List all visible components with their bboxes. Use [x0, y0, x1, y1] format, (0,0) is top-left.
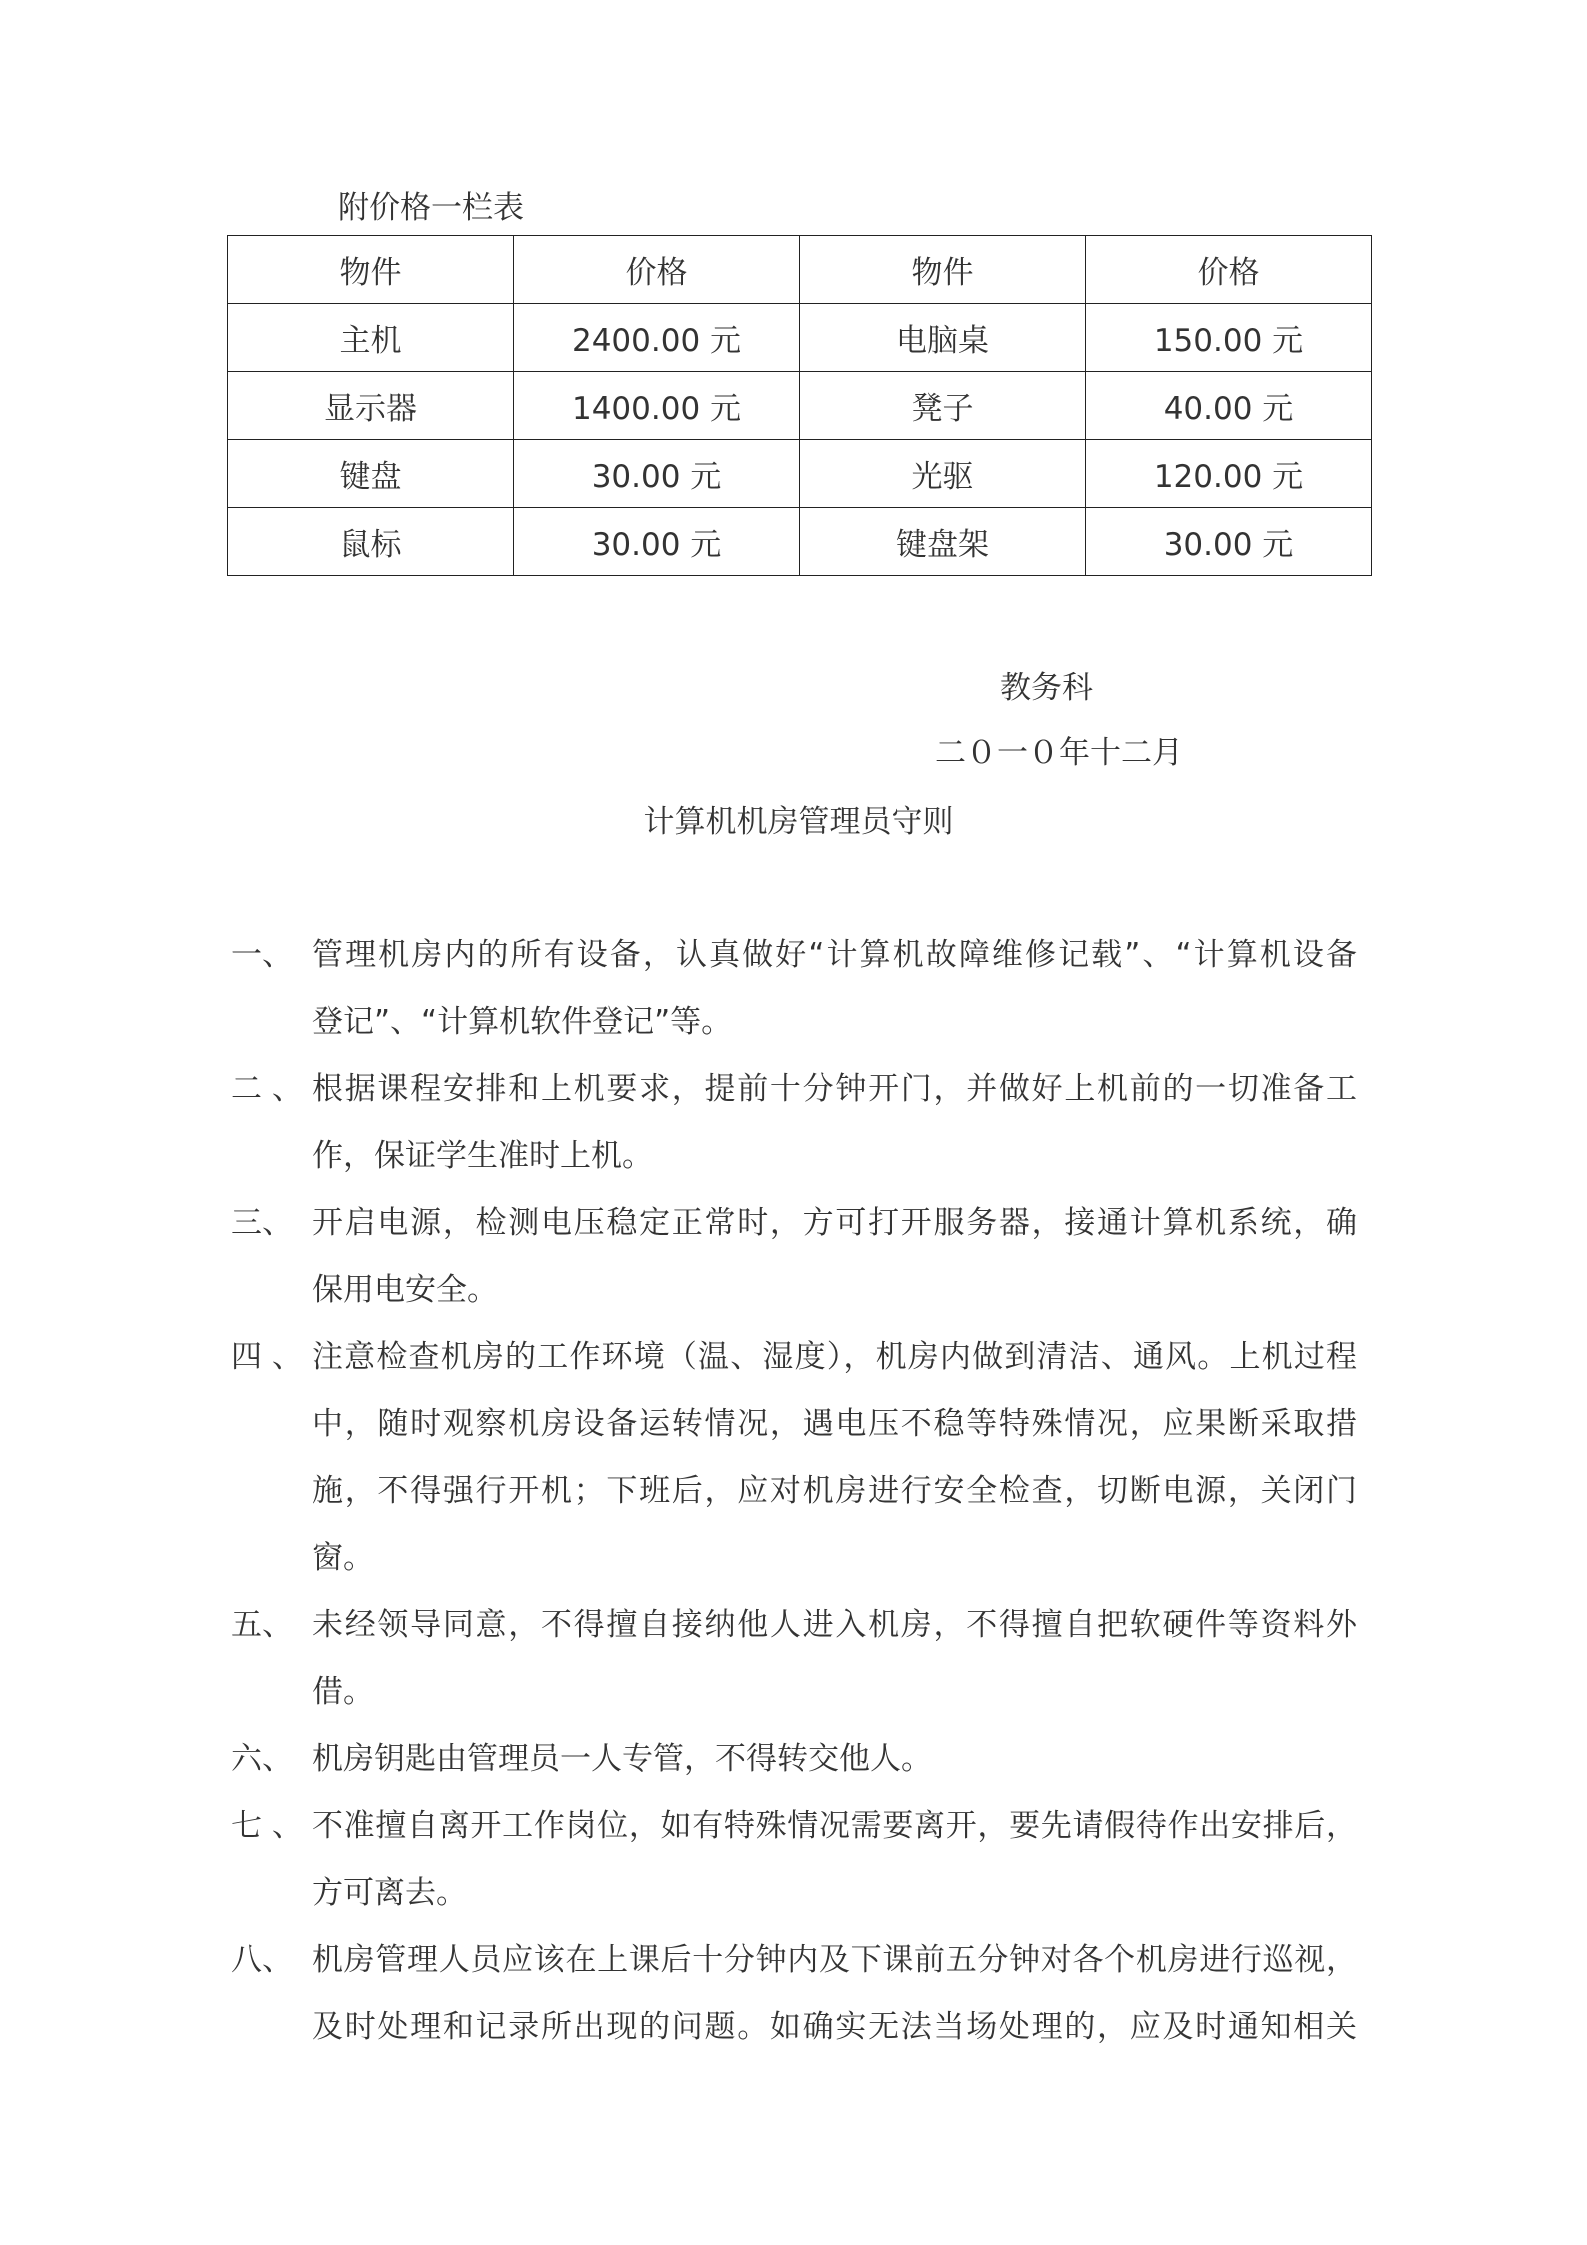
- rule-text-line: 施，不得强行开机；下班后，应对机房进行安全检查，切断电源，关闭门: [312, 1473, 1357, 1509]
- header-cell: 物件: [800, 236, 1086, 304]
- table-cell: 150.00 元: [1086, 304, 1372, 372]
- price-table: [227, 235, 1372, 576]
- table-cell: 30.00 元: [514, 508, 800, 576]
- table-cell: 主机: [228, 304, 514, 372]
- table-cell: 键盘架: [800, 508, 1086, 576]
- table-cell: 光驱: [800, 440, 1086, 508]
- table-cell: 40.00 元: [1086, 372, 1372, 440]
- rule-item: [231, 1592, 1357, 1726]
- table-cell: 电脑桌: [800, 304, 1086, 372]
- rule-item: [231, 1726, 1357, 1793]
- table-header-row: [228, 236, 1372, 304]
- rule-text-line: 作，保证学生准时上机。: [312, 1138, 653, 1174]
- rule-text-line: 借。: [312, 1674, 374, 1710]
- rule-item: [231, 1927, 1357, 2061]
- rules-title: 计算机机房管理员守则: [643, 804, 954, 840]
- signature-date: 二０一０年十二月: [935, 735, 1183, 771]
- table-cell: 30.00 元: [1086, 508, 1372, 576]
- rule-text-line: 未经领导同意，不得擅自接纳他人进入机房，不得擅自把软硬件等资料外: [312, 1607, 1357, 1643]
- rule-item: [231, 1324, 1357, 1592]
- rule-number: 二 、: [231, 1071, 303, 1107]
- table-cell: 1400.00 元: [514, 372, 800, 440]
- rule-text-line: 登记”、“计算机软件登记”等。: [312, 1004, 733, 1040]
- table-row: [228, 440, 1372, 508]
- table-row: [228, 304, 1372, 372]
- rule-text-line: 开启电源，检测电压稳定正常时，方可打开服务器，接通计算机系统，确: [312, 1205, 1357, 1241]
- header-cell: 物件: [228, 236, 514, 304]
- rule-item: [231, 1190, 1357, 1324]
- rule-text-line: 机房管理人员应该在上课后十分钟内及下课前五分钟对各个机房进行巡视，: [312, 1942, 1357, 1978]
- table-cell: 30.00 元: [514, 440, 800, 508]
- rule-number: 五、: [231, 1607, 293, 1643]
- rule-text-line: 不准擅自离开工作岗位，如有特殊情况需要离开，要先请假待作出安排后，: [312, 1808, 1357, 1844]
- price-table-title: 附价格一栏表: [338, 190, 524, 226]
- table-cell: 鼠标: [228, 508, 514, 576]
- rule-number: 七 、: [231, 1808, 303, 1844]
- rule-number: 六、: [231, 1741, 293, 1777]
- table-cell: 显示器: [228, 372, 514, 440]
- rule-item: [231, 1056, 1357, 1190]
- rule-text-line: 及时处理和记录所出现的问题。如确实无法当场处理的，应及时通知相关: [312, 2009, 1357, 2045]
- rule-text-line: 方可离去。: [312, 1875, 467, 1911]
- table-row: [228, 372, 1372, 440]
- rules-list: [231, 922, 1357, 2061]
- table-cell: 凳子: [800, 372, 1086, 440]
- rule-number: 三、: [231, 1205, 293, 1241]
- table-cell: 120.00 元: [1086, 440, 1372, 508]
- table-row: [228, 508, 1372, 576]
- header-cell: 价格: [1086, 236, 1372, 304]
- rule-text-line: 窗。: [312, 1540, 374, 1576]
- rule-item: [231, 1793, 1357, 1927]
- rule-number: 一、: [231, 937, 293, 973]
- header-cell: 价格: [514, 236, 800, 304]
- rule-number: 八、: [231, 1942, 293, 1978]
- signature-department: 教务科: [1000, 670, 1093, 706]
- rule-text-line: 管理机房内的所有设备，认真做好“计算机故障维修记载”、“计算机设备: [312, 937, 1357, 973]
- rule-text-line: 机房钥匙由管理员一人专管，不得转交他人。: [312, 1741, 932, 1777]
- rule-text-line: 注意检查机房的工作环境（温、湿度），机房内做到清洁、通风。上机过程: [312, 1339, 1357, 1375]
- rule-text-line: 中，随时观察机房设备运转情况，遇电压不稳等特殊情况，应果断采取措: [312, 1406, 1357, 1442]
- table-cell: 键盘: [228, 440, 514, 508]
- rule-item: [231, 922, 1357, 1056]
- rule-text-line: 保用电安全。: [312, 1272, 498, 1308]
- table-cell: 2400.00 元: [514, 304, 800, 372]
- rule-number: 四 、: [231, 1339, 303, 1375]
- rule-text-line: 根据课程安排和上机要求，提前十分钟开门，并做好上机前的一切准备工: [312, 1071, 1357, 1107]
